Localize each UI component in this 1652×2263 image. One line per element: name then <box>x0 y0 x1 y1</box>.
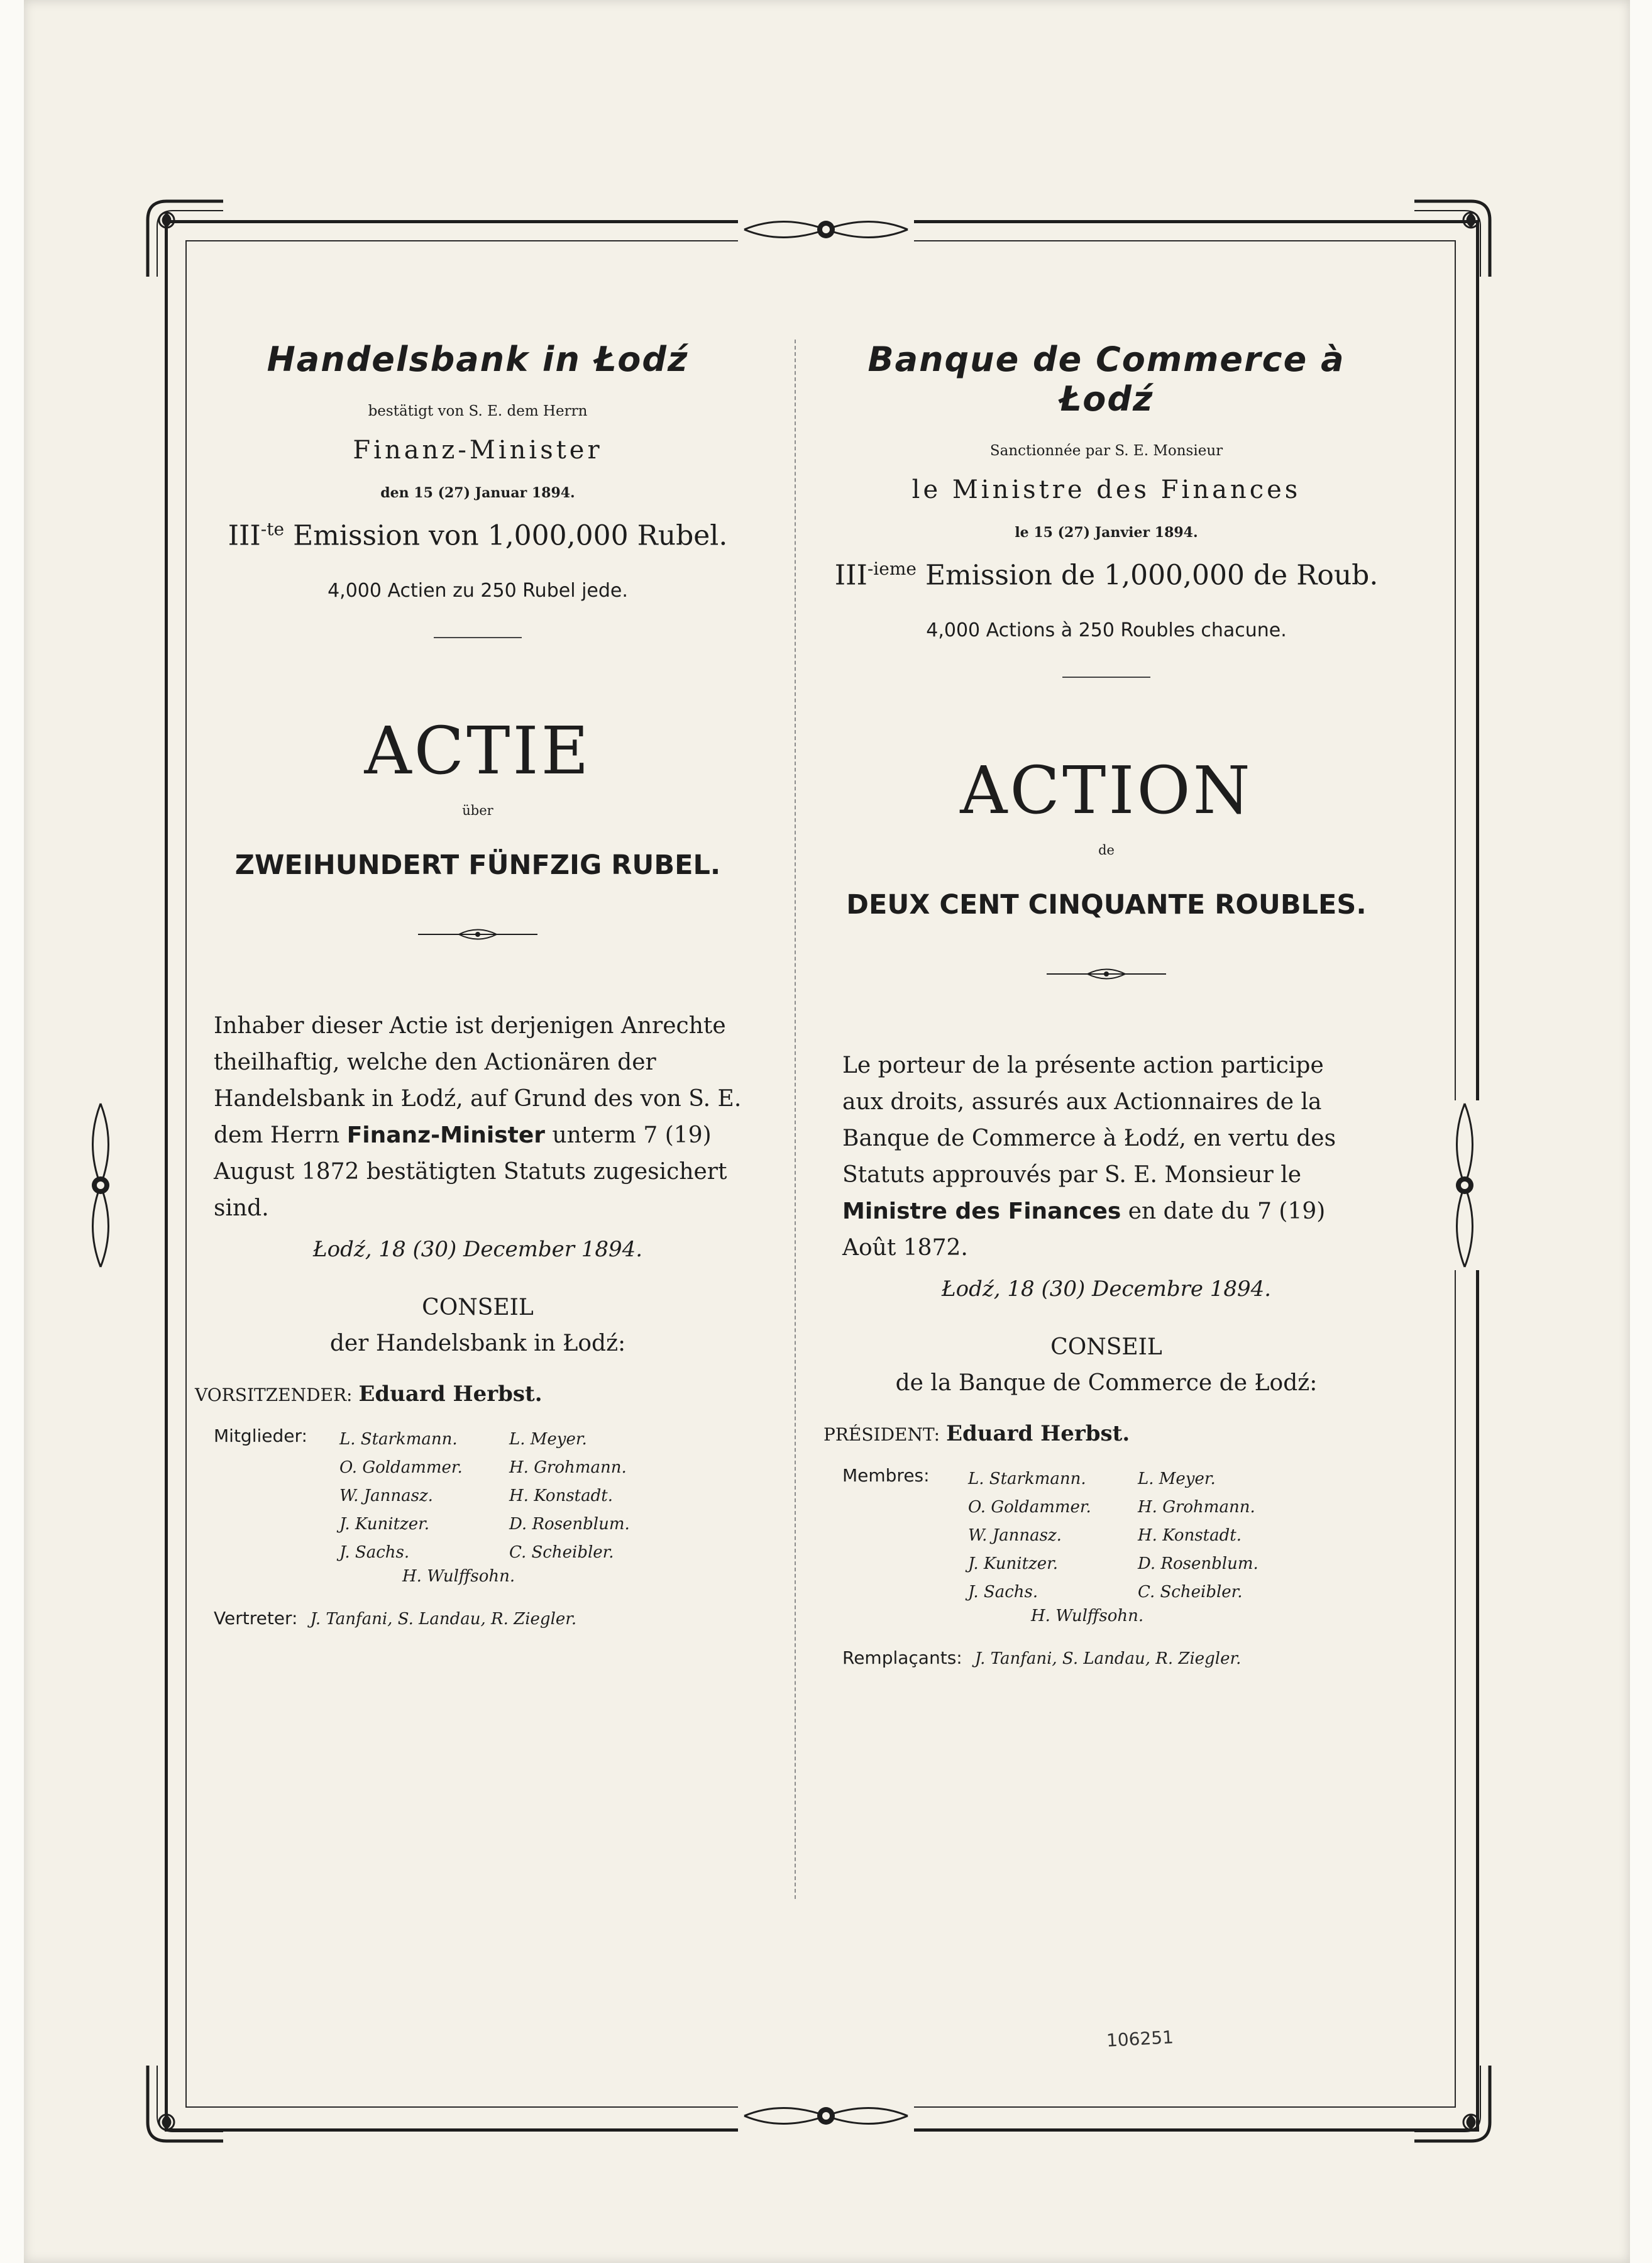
deputies-label: Vertreter: <box>214 1607 298 1629</box>
member-name: J. Sachs. <box>968 1582 1038 1602</box>
corner-ornament <box>141 2059 229 2147</box>
emission-superscript: -te <box>260 519 285 539</box>
council-of: de la Banque de Commerce de Łodź: <box>895 1369 1318 1396</box>
council-of: der Handelsbank in Łodź: <box>329 1330 626 1356</box>
president-label: VORSITZENDER: <box>195 1384 353 1405</box>
german-column <box>195 340 761 1629</box>
members-label: Membres: <box>842 1464 930 1486</box>
share-title: ACTIE <box>364 712 592 789</box>
rights-text-part1: Inhaber dieser Actie ist derjenigen Anrechte theilhaftig, welche den Actionären der Handelsbank in Łodź, auf Grund des von S. E. dem Herrn <box>214 1012 742 1148</box>
member-name: J. Sachs. <box>339 1542 410 1562</box>
right-side-ornament <box>1446 1100 1484 1270</box>
swirl-ornament <box>1044 965 1169 983</box>
member-name: H. Grohmann. <box>1138 1497 1255 1517</box>
member-name: D. Rosenblum. <box>1138 1554 1258 1573</box>
president-name: Eduard Herbst. <box>946 1420 1130 1446</box>
sanction-date: le 15 (27) Janvier 1894. <box>1015 524 1198 541</box>
emission-prefix: III <box>228 519 261 552</box>
member-name: L. Starkmann. <box>339 1429 458 1449</box>
sanction-date: den 15 (27) Januar 1894. <box>380 485 575 501</box>
top-center-ornament <box>738 211 914 248</box>
actions-line: 4,000 Actien zu 250 Rubel jede. <box>328 579 628 602</box>
member-name: C. Scheibler. <box>1138 1582 1243 1602</box>
deputies-names: J. Tanfani, S. Landau, R. Ziegler. <box>974 1649 1242 1668</box>
member-name: L. Meyer. <box>1138 1469 1216 1488</box>
member-name: D. Rosenblum. <box>509 1514 630 1534</box>
member-name: O. Goldammer. <box>339 1458 463 1477</box>
members-col2 <box>509 1425 630 1567</box>
swirl-ornament <box>415 925 541 944</box>
member-name: J. Kunitzer. <box>339 1514 429 1534</box>
sanction-line: bestätigt von S. E. dem Herrn <box>368 403 588 419</box>
member-name: H. Grohmann. <box>509 1458 627 1477</box>
minister-line: le Ministre des Finances <box>911 475 1301 504</box>
rights-text-bold: Ministre des Finances <box>842 1198 1121 1224</box>
member-name: H. Wulffsohn. <box>402 1566 515 1586</box>
member-name: W. Jannasz. <box>968 1525 1062 1545</box>
member-name: H. Wulffsohn. <box>1031 1606 1144 1625</box>
separator-rule <box>1062 677 1150 678</box>
deputies-names: J. Tanfani, S. Landau, R. Ziegler. <box>310 1609 577 1629</box>
bottom-center-ornament <box>738 2097 914 2135</box>
share-amount: ZWEIHUNDERT FÜNFZIG RUBEL. <box>234 849 721 881</box>
president-label: PRÉSIDENT: <box>823 1424 940 1445</box>
share-amount: DEUX CENT CINQUANTE ROUBLES. <box>846 888 1367 921</box>
share-rights-text <box>195 1008 761 1227</box>
member-name: W. Jannasz. <box>339 1486 433 1505</box>
bank-name: Handelsbank in Łodź <box>267 340 689 379</box>
emission-line <box>195 519 761 552</box>
separator-rule <box>434 637 522 638</box>
member-name: C. Scheibler. <box>509 1542 614 1562</box>
corner-ornament <box>1408 195 1496 283</box>
council-heading: CONSEIL <box>422 1294 534 1320</box>
member-name: H. Konstadt. <box>509 1486 613 1505</box>
member-name: L. Starkmann. <box>968 1469 1086 1488</box>
actions-line: 4,000 Actions à 250 Roubles chacune. <box>926 619 1287 641</box>
council-heading: CONSEIL <box>1050 1334 1162 1360</box>
members-col2 <box>1138 1465 1258 1607</box>
emission-superscript: -ieme <box>867 558 917 579</box>
emission-line <box>823 558 1389 592</box>
over-word: über <box>462 802 493 818</box>
president-line <box>195 1381 761 1407</box>
emission-text: Emission von 1,000,000 Rubel. <box>284 519 728 552</box>
deputies-line <box>195 1608 761 1629</box>
members-col1 <box>968 1465 1091 1607</box>
rights-text-part2: en date du 7 (19) Août 1872. <box>842 1198 1326 1261</box>
deputies-label: Remplaçants: <box>842 1647 962 1668</box>
president-name: Eduard Herbst. <box>358 1381 542 1407</box>
president-line <box>823 1421 1389 1446</box>
members-label: Mitglieder: <box>214 1425 307 1446</box>
minister-line: Finanz-Minister <box>353 436 603 465</box>
rights-text-part2: unterm 7 (19) August 1872 bestätigten Statuts zugesichert sind. <box>214 1122 727 1221</box>
member-name: O. Goldammer. <box>968 1497 1091 1517</box>
deputies-line <box>823 1647 1389 1668</box>
place-date: Łodź, 18 (30) December 1894. <box>312 1236 643 1262</box>
members-block <box>823 1465 1389 1641</box>
handwritten-number: 106251 <box>1106 2027 1174 2051</box>
share-title: ACTION <box>960 751 1253 829</box>
member-name: L. Meyer. <box>509 1429 587 1449</box>
emission-text: Emission de 1,000,000 de Roub. <box>916 559 1379 592</box>
left-side-ornament <box>82 1100 119 1270</box>
place-date: Łodź, 18 (30) Decembre 1894. <box>941 1276 1272 1302</box>
sanction-line: Sanctionnée par S. E. Monsieur <box>989 443 1223 459</box>
bank-name: Banque de Commerce à Łodź <box>867 340 1345 419</box>
member-name: J. Kunitzer. <box>968 1554 1058 1573</box>
french-column <box>823 340 1389 1668</box>
rights-text-bold: Finanz-Minister <box>346 1122 546 1148</box>
rights-text-part1: Le porteur de la présente action participe aux droits, assurés aux Actionnaires de la Banque de Commerce à Łodź, en vertu des Statuts approuvés par S. E. Monsieur le <box>842 1052 1336 1188</box>
members-block <box>195 1425 761 1602</box>
member-name: H. Konstadt. <box>1138 1525 1242 1545</box>
corner-ornament <box>1408 2059 1496 2147</box>
column-divider <box>795 340 796 1899</box>
members-col1 <box>339 1425 463 1567</box>
emission-prefix: III <box>834 559 867 592</box>
corner-ornament <box>141 195 229 283</box>
over-word: de <box>1098 842 1115 858</box>
share-rights-text <box>823 1048 1389 1266</box>
